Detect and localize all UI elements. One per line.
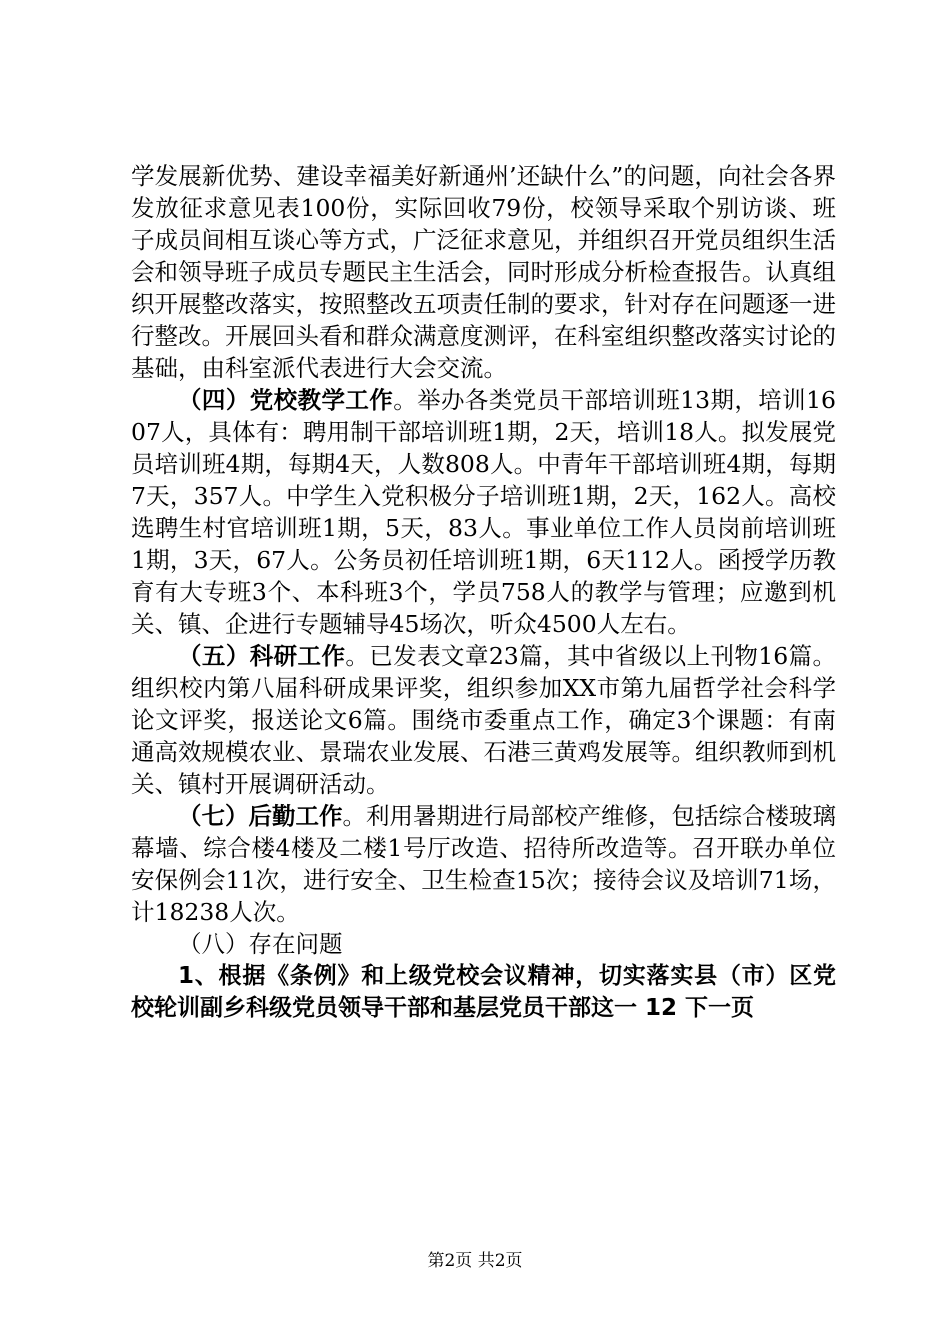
paragraph-logistics: [131, 800, 836, 928]
text-teaching: 。举办各类党员干部培训班13期，培训1607人，具体有：聘用制干部培训班1期，2天，培训18人。拟发展党员培训班4期，每期4天，人数808人。中青年干部培训班4期，每期7天，357人。中学生入党积极分子培训班1期，2天，162人。高校选聘生村官培训班1期，5天，83人。事业单位工作人员岗前培训班1期，3天，67人。公务员初任培训班1期，6天112人。函授学历教育有大专班3个、本科班3个，学员758人的教学与管理；应邀到机关、镇、企进行专题辅导45场次，听众4500人左右。: [131, 386, 836, 638]
heading-research: （五）科研工作: [178, 642, 346, 670]
heading-teaching: （四）党校教学工作: [178, 386, 394, 414]
heading-logistics: （七）后勤工作: [178, 802, 343, 830]
text-logistics: 。利用暑期进行局部校产维修，包括综合楼玻璃幕墙、综合楼4楼及二楼1号厅改造、招待所改造等。召开联办单位安保例会11次，进行安全、卫生检查15次；接待会议及培训71场，计18238人次。: [131, 802, 836, 926]
heading-problems: （八）存在问题: [178, 930, 343, 958]
paragraph-research: [131, 640, 836, 800]
paragraph-problem-1: 1、根据《条例》和上级党校会议精神，切实落实县（市）区党校轮训副乡科级党员领导干部和基层党员干部这一 12 下一页: [131, 963, 836, 1021]
text-research: 。已发表文章23篇，其中省级以上刊物16篇。组织校内第八届科研成果评奖，组织参加XX市第九届哲学社会科学论文评奖，报送论文6篇。围绕市委重点工作，确定3个课题：有南通高效规模农业、景瑞农业发展、石港三黄鸡发展等。组织教师到机关、镇村开展调研活动。: [131, 642, 837, 798]
paragraph-rectification: 学发展新优势、建设幸福美好新通州’还缺什么”的问题，向社会各界发放征求意见表100份，实际回收79份，校领导采取个别访谈、班子成员间相互谈心等方式，广泛征求意见，并组织召开党员组织生活会和领导班子成员专题民主生活会，同时形成分析检查报告。认真组织开展整改落实，按照整改五项责任制的要求，针对存在问题逐一进行整改。开展回头看和群众满意度测评，在科室组织整改落实讨论的基础，由科室派代表进行大会交流。: [131, 162, 836, 382]
paragraph-teaching: [131, 384, 836, 640]
page-footer: 第2页 共2页: [427, 1251, 523, 1271]
document-body: [131, 160, 836, 1024]
